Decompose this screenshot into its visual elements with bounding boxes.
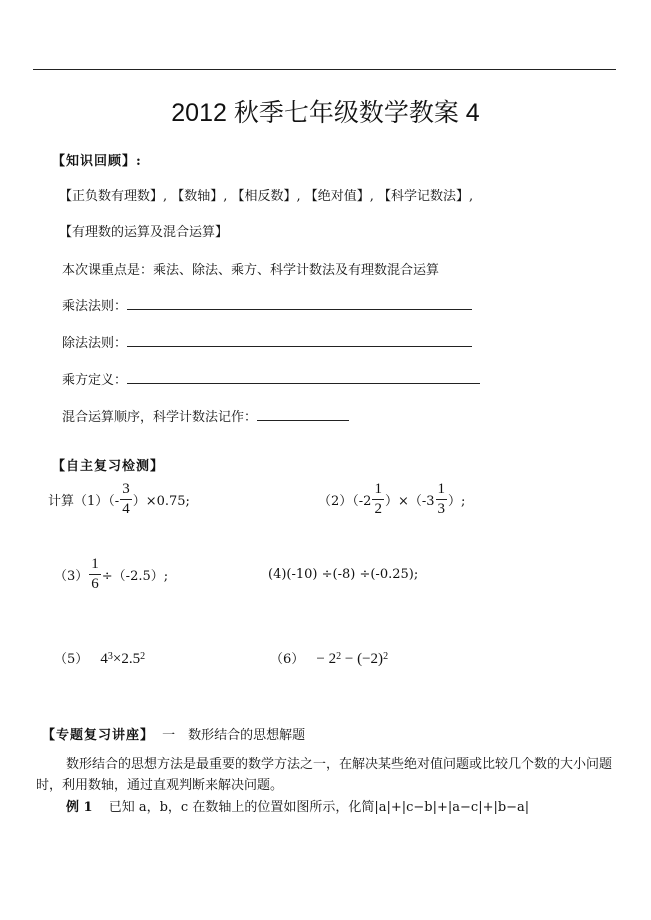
page-title: 2012 秋季七年级数学教案 4 [171, 99, 480, 127]
fraction-numerator: 1 [89, 557, 101, 575]
knowledge-review-heading: 【知识回顾】: [52, 154, 142, 169]
problem-2-label: （2）（-2 [318, 494, 372, 509]
topic-operations: 【有理数的运算及混合运算】 [59, 225, 229, 240]
problem-3 [54, 557, 168, 592]
division-rule-label: 除法法则： [62, 336, 128, 351]
exponent: 3 [107, 651, 113, 662]
problem-2-rest: ）; [448, 494, 466, 509]
problem-1-rest: ）×0.75; [132, 494, 190, 509]
fraction-denominator: 6 [91, 576, 99, 592]
division-rule [62, 332, 472, 351]
self-check-heading: 【自主复习检测】 [52, 459, 165, 474]
power-definition [62, 369, 480, 388]
problem-6 [270, 648, 388, 668]
problem-2-fraction-b [436, 482, 448, 517]
problem-1-fraction [120, 482, 132, 517]
power-definition-blank[interactable] [127, 369, 480, 384]
fraction-denominator: 2 [374, 501, 382, 517]
problem-6-expression [316, 651, 388, 667]
problem-5 [54, 648, 145, 668]
example-text: 已知 a，b，c 在数轴上的位置如图所示，化简|a|+|c−b|+|a−c|+|b−a| [108, 800, 530, 815]
special-topic-heading: 【专题复习讲座】 [42, 728, 155, 743]
problem-5-expression [100, 651, 145, 667]
fraction-numerator: 1 [436, 482, 448, 500]
example-label: 例 1 [66, 800, 93, 815]
problem-3-rest: ÷（-2.5）; [101, 569, 169, 584]
exponent: 2 [140, 651, 146, 662]
order-scientific-blank[interactable] [257, 406, 349, 421]
intro-paragraph: 数形结合的思想方法是最重要的数学方法之一，在解决某些绝对值问题或比较几个数的大小问题时，利用数轴，通过直观判断来解决问题。 [36, 757, 613, 793]
problem-1-label: （1）（- [74, 494, 120, 509]
problem-3-fraction [89, 557, 101, 592]
top-rule [33, 69, 616, 70]
exponent: 2 [383, 651, 389, 662]
calc-label: 计算 [48, 494, 75, 509]
fraction-denominator: 4 [122, 501, 130, 517]
problem-6-label: （6） [270, 652, 305, 667]
order-scientific-label: 混合运算顺序，科学计数法记作： [62, 410, 258, 425]
problem-2-mid: ）×（-3 [384, 494, 435, 509]
special-topic-subtitle: 一 数形结合的思想解题 [162, 728, 306, 743]
order-scientific [62, 406, 349, 425]
lesson-focus: 本次课重点是：乘法、除法、乘方、科学计数法及有理数混合运算 [62, 263, 440, 278]
problem-4: (4)(-10) ÷(-8) ÷(-0.25); [268, 567, 419, 582]
multiplication-rule [62, 295, 472, 314]
fraction-denominator: 3 [437, 501, 445, 517]
problem-2 [318, 482, 465, 517]
multiplication-rule-blank[interactable] [127, 295, 472, 310]
fraction-numerator: 1 [372, 482, 384, 500]
times-term: ×2.5 [112, 651, 141, 667]
division-rule-blank[interactable] [127, 332, 472, 347]
power-definition-label: 乘方定义： [62, 373, 128, 388]
problem-3-label: （3） [54, 569, 89, 584]
problem-1 [48, 482, 190, 517]
multiplication-rule-label: 乘法法则： [62, 299, 128, 314]
problem-5-label: （5） [54, 652, 89, 667]
problem-2-fraction-a [372, 482, 384, 517]
topics-line: 【正负数有理数】, 【数轴】, 【相反数】, 【绝对值】, 【科学记数法】, [59, 189, 474, 204]
example-1 [66, 796, 529, 815]
exponent: 2 [336, 651, 342, 662]
minus-term: − 2 [316, 651, 337, 667]
base: 4 [100, 651, 108, 667]
rest-term: − (−2) [341, 651, 384, 667]
fraction-numerator: 3 [120, 482, 132, 500]
special-topic-line [42, 724, 305, 743]
